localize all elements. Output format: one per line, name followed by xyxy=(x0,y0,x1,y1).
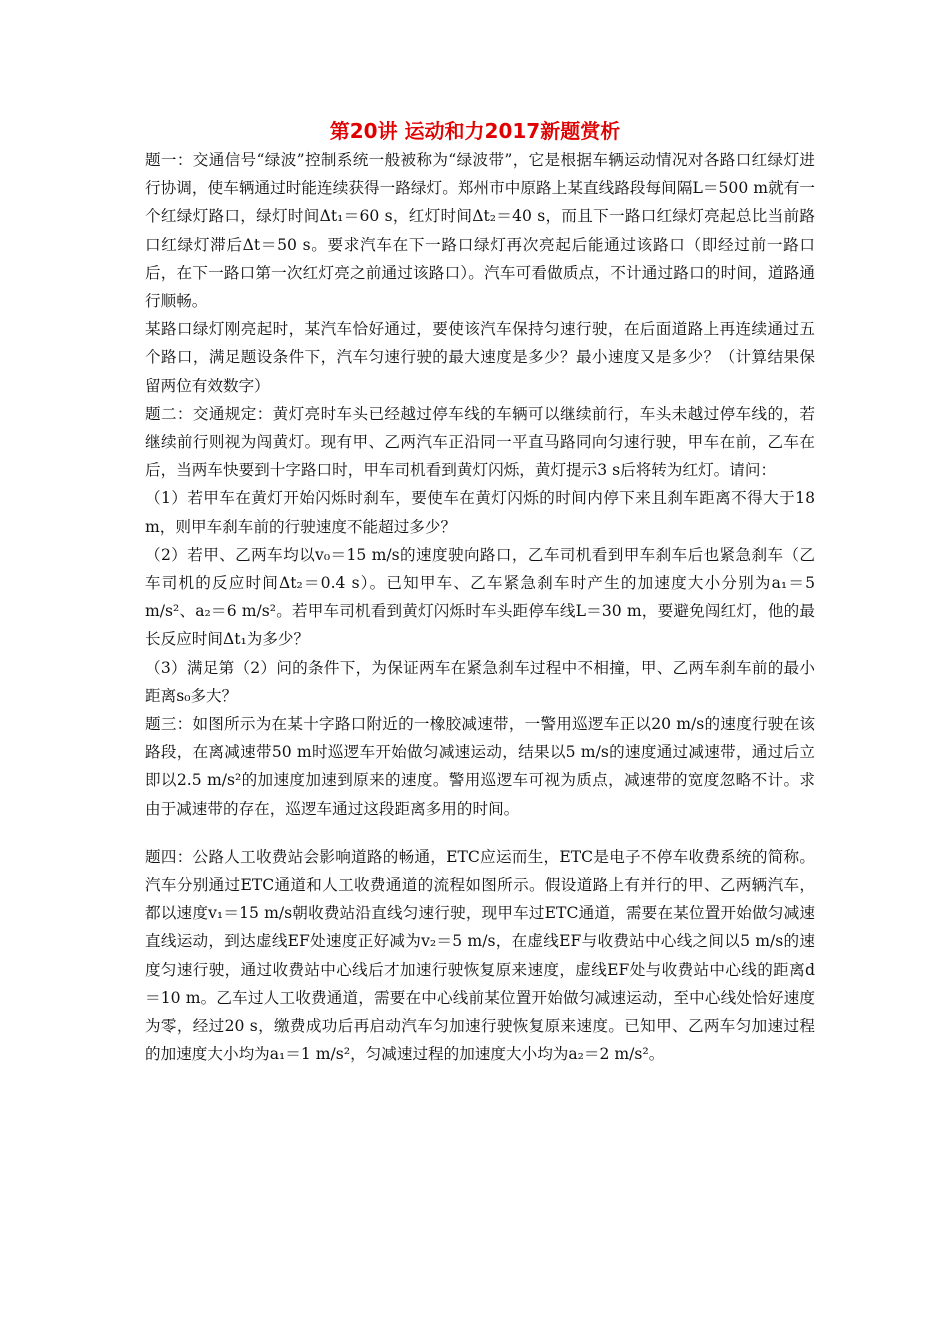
problem-1-paragraph: 题一：交通信号“绿波”控制系统一般被称为“绿波带”，它是根据车辆运动情况对各路口红绿灯进行协调，使车辆通过时能连续获得一路绿灯。郑州市中原路上某直线路段每间隔L＝500 m就有一个红绿灯路口，绿灯时间Δt₁＝60 s，红灯时间Δt₂＝40 s，而且下一路口红绿灯亮起总比当前路口红绿灯滞后Δt＝50 s。要求汽车在下一路口绿灯再次亮起后能通过该路口（即经过前一路口后，在下一路口第一次红灯亮之前通过该路口）。汽车可看做质点，不计通过路口的时间，道路通行顺畅。 xyxy=(145,151,815,311)
document-body xyxy=(145,146,815,1069)
problem-3-paragraph: 题三：如图所示为在某十字路口附近的一橡胶减速带，一警用巡逻车正以20 m/s的速度行驶在该路段，在离减速带50 m时巡逻车开始做匀减速运动，结果以5 m/s的速度通过减速带，通过后立即以2.5 m/s²的加速度加速到原来的速度。警用巡逻车可视为质点，减速带的宽度忽略不计。求由于减速带的存在，巡逻车通过这段距离多用的时间。 xyxy=(145,715,815,818)
problem-2-part-1: （1）若甲车在黄灯开始闪烁时刹车，要使车在黄灯闪烁的时间内停下来且刹车距离不得大于18 m，则甲车刹车前的行驶速度不能超过多少？ xyxy=(145,489,815,536)
problem-1-question: 某路口绿灯刚亮起时，某汽车恰好通过，要使该汽车保持匀速行驶，在后面道路上再连续通过五个路口，满足题设条件下，汽车匀速行驶的最大速度是多少？最小速度又是多少？（计算结果保留两位有效数字） xyxy=(145,320,815,395)
problem-2-paragraph: 题二：交通规定：黄灯亮时车头已经越过停车线的车辆可以继续前行，车头未越过停车线的，若继续前行则视为闯黄灯。现有甲、乙两汽车正沿同一平直马路同向匀速行驶，甲车在前，乙车在后，当两车快要到十字路口时，甲车司机看到黄灯闪烁，黄灯提示3 s后将转为红灯。请问： xyxy=(145,404,815,480)
problem-4-paragraph: 题四：公路人工收费站会影响道路的畅通，ETC应运而生，ETC是电子不停车收费系统的简称。汽车分别通过ETC通道和人工收费通道的流程如图所示。假设道路上有并行的甲、乙两辆汽车，都以速度v₁＝15 m/s朝收费站沿直线匀速行驶，现甲车过ETC通道，需要在某位置开始做匀减速直线运动，到达虚线EF处速度正好减为v₂＝5 m/s，在虚线EF与收费站中心线之间以5 m/s的速度匀速行驶，通过收费站中心线后才加速行驶恢复原来速度，虚线EF处与收费站中心线的距离d＝10 m。乙车过人工收费通道，需要在中心线前某位置开始做匀减速运动，至中心线处恰好速度为零，经过20 s，缴费成功后再启动汽车匀加速行驶恢复原来速度。已知甲、乙两车匀加速过程的加速度大小均为a₁＝1 m/s²，匀减速过程的加速度大小均为a₂＝2 m/s²。 xyxy=(145,847,815,1064)
paragraph-spacer xyxy=(145,823,815,843)
page-title: 第20讲 运动和力2017新题赏析 xyxy=(329,119,621,143)
problem-2-part-2: （2）若甲、乙两车均以v₀＝15 m/s的速度驶向路口，乙车司机看到甲车刹车后也紧急刹车（乙车司机的反应时间Δt₂＝0.4 s）。已知甲车、乙车紧急刹车时产生的加速度大小分别为a₁＝5 m/s²、a₂＝6 m/s²。若甲车司机看到黄灯闪烁时车头距停车线L＝30 m，要避免闯红灯，他的最长反应时间Δt₁为多少？ xyxy=(145,545,815,649)
problem-2-part-3: （3）满足第（2）问的条件下，为保证两车在紧急刹车过程中不相撞，甲、乙两车刹车前的最小距离s₀多大？ xyxy=(145,658,815,705)
